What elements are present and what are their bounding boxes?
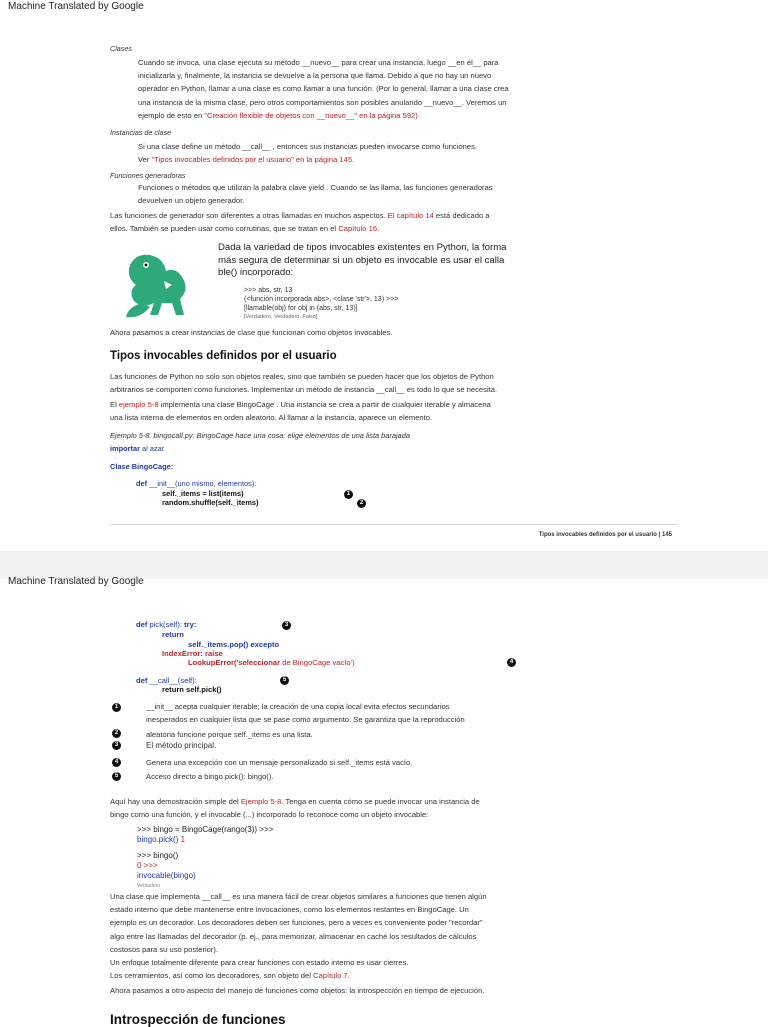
example-paragraph xyxy=(110,398,670,424)
text-line: costosos para su uso posterior). xyxy=(110,944,219,954)
callout-badge: 1 xyxy=(112,703,121,712)
code-text: __init__(uno mismo, elementos): xyxy=(147,479,257,488)
repl-output: Verdadero xyxy=(137,883,161,889)
callout-note-4: Genera una excepción con un mensaje personalizado si self._items está vacío. xyxy=(146,758,413,767)
repl-block xyxy=(137,825,273,891)
text-line: Las funciones de generador son diferentes a otras llamadas en muchos aspectos. xyxy=(110,211,388,220)
code-keyword: Clase xyxy=(110,462,130,471)
text-line: operador en Python, llamar a una clase es como llamar a una función. (Por lo general, llamar a una clase crea xyxy=(138,84,509,94)
callout-note-1 xyxy=(146,700,666,726)
example-caption: Ejemplo 5-8. bingocall.py: BingoCage hace una cosa: elige elementos de una lista barajada xyxy=(110,431,410,440)
code-line: >>> abs, str, 13 xyxy=(244,286,293,294)
code-line: self._items.pop() excepto xyxy=(188,640,280,649)
text-line: bingo como una función, y el invocable (...) incorporado lo reconoce como un objeto invocable: xyxy=(110,810,429,820)
text-line: Ahora pasamos a crear instancias de clase que funcionan como objetos invocables. xyxy=(110,328,393,337)
text-line: estado interno que debe mantenerse entre invocaciones, como los elementos restantes en BingoCage. Un xyxy=(110,905,469,915)
callout-badge: 3 xyxy=(282,621,291,630)
next-section-title: Introspección de funciones xyxy=(110,1012,286,1027)
code-import xyxy=(110,443,164,455)
code-text: de BingoCage vacío') xyxy=(280,658,355,667)
text-line: inesperados en cualquier lista que se pase como argumento. Se garantiza que la reproducción xyxy=(146,715,465,725)
text-line: ellos. También se pueden usar como corrutinas, que se tratan en el xyxy=(110,224,339,234)
repl-output: 1 xyxy=(178,835,186,844)
text-line: algo entre las llamadas del decorador (p. ej., para memorizar, almacenar en caché los resultados de cálculos xyxy=(110,931,477,941)
text-line: Las funciones de Python no solo son objetos reales, sino que también se pueden hacer que los objetos de Python xyxy=(110,372,494,381)
tip-line: más segura de determinar si un objeto es invocable es usar el calla xyxy=(218,254,505,266)
text-line: devuelven un objeto generador. xyxy=(138,196,245,206)
text-line: . xyxy=(347,971,350,981)
call-paragraph xyxy=(110,890,670,956)
callout-badge: 2 xyxy=(112,729,121,738)
machine-translated-label: Machine Translated by Google xyxy=(8,1,144,12)
text-line: Funciones o métodos que utilizan la palabra clave yield . Cuando se las llama, las funciones generadoras xyxy=(138,183,493,192)
code-text: LookupError('seleccionar xyxy=(188,658,281,667)
code-keyword: def xyxy=(136,479,148,488)
chapter-link[interactable]: Capítulo 7 xyxy=(313,971,348,981)
demo-paragraph xyxy=(110,795,670,821)
cross-reference-link[interactable]: "Creación flexible de objetos con __nuevo__" en la página 592). xyxy=(204,110,420,120)
section-paragraph xyxy=(110,370,670,396)
code-def-pick xyxy=(136,620,196,631)
generadoras-heading: Funciones generadoras xyxy=(110,171,186,180)
text-line: Ahora pasamos a otro aspecto del manejo de funciones como objetos: la introspección en tiempo de ejecución. xyxy=(110,986,485,995)
generator-paragraph xyxy=(110,209,670,235)
text-line: . Tenga en cuenta cómo se puede invocar una instancia de xyxy=(281,797,480,806)
callout-note-5: Acceso directo a bingo.pick(): bingo(). xyxy=(146,772,274,781)
section-title: Tipos invocables definidos por el usuario xyxy=(110,350,337,362)
code-line: [Verdadero, Verdadero, Falso] xyxy=(244,313,318,320)
text-line: Ver xyxy=(138,155,152,165)
text-line: Un enfoque totalmente diferente para crear funciones con estado interno es usar cierres. xyxy=(110,958,409,967)
tip-code-block xyxy=(244,286,618,322)
code-line: IndexError: raise xyxy=(162,649,223,658)
footer-rule xyxy=(110,524,678,525)
repl-line: invocable(bingo) xyxy=(137,871,196,880)
code-text: pick(self): xyxy=(147,620,185,629)
text-line: Una clase que implementa __call__ es una manera fácil de crear objetos similares a funciones que tienen algún xyxy=(110,892,487,901)
code-line: [llamable(obj) for obj in (abs, str, 13)] xyxy=(244,304,358,312)
closures-paragraph xyxy=(110,956,670,982)
code-lookup xyxy=(188,658,355,669)
text-line: Los cerramientos, así como los decoradores, son objeto del xyxy=(110,971,314,981)
callout-badge: 3 xyxy=(112,741,121,750)
text-line: una instancia de la misma clase, pero otros comportamientos son posibles anulando __nuevo__. Veremos un xyxy=(138,97,507,107)
text-line: implementa una clase BingoCage . Una instancia se crea a partir de cualquier iterable y almacena xyxy=(158,400,491,409)
example-link[interactable]: Ejemplo 5-8 xyxy=(240,797,282,806)
tip-line: Dada la variedad de tipos invocables existentes en Python, la forma xyxy=(218,242,507,253)
clases-definition xyxy=(138,56,678,122)
code-line: random.shuffle(self._items) xyxy=(162,498,259,507)
code-keyword: try: xyxy=(184,620,197,629)
text-line: una lista interna de elementos en orden aleatorio. Al llamar a la instancia, aparece un elemento. xyxy=(110,413,433,423)
repl-line: >>> bingo() xyxy=(137,851,179,860)
code-keyword: def xyxy=(136,676,148,685)
text-line: Si una clase define un método __call__ , entonces sus instancias pueden invocarse como funciones. xyxy=(138,142,477,151)
code-class xyxy=(110,461,173,473)
code-line: return self.pick() xyxy=(162,685,222,694)
example-link[interactable]: ejemplo 5-8 xyxy=(118,400,159,409)
generadoras-definition xyxy=(138,181,678,207)
tip-animal-icon xyxy=(120,245,200,325)
repl-line: bingo.pick() xyxy=(137,835,179,844)
repl-line: 0 >>> xyxy=(137,861,158,870)
text-line: arbitrarios se comporten como funciones. Implementar un método de instancia __call__ es todo lo que se necesita. xyxy=(110,385,498,395)
text-line: Cuando se invoca, una clase ejecuta su método __nuevo__ para crear una instancia, luego __en él__ para xyxy=(138,58,499,67)
instancias-definition xyxy=(138,140,678,166)
code-keyword: return xyxy=(162,630,184,639)
text-line: __init__ acepta cualquier iterable; la creación de una copia local evita efectos secundarios xyxy=(146,702,450,711)
clases-heading: Clases xyxy=(110,44,132,53)
text-line: ejemplo de esto en xyxy=(138,110,205,120)
machine-translated-label: Machine Translated by Google xyxy=(8,576,144,587)
repl-line: >>> bingo = BingoCage(rango(3)) >>> xyxy=(137,825,274,834)
tip-line: ble() incorporado: xyxy=(218,267,294,279)
tip-box xyxy=(218,242,618,322)
callout-note-3: El método principal. xyxy=(146,741,217,750)
introspection-paragraph xyxy=(110,984,690,997)
code-text: __call__(self): xyxy=(147,676,197,685)
cross-reference-link[interactable]: "Tipos invocables definidos por el usuario" en la página 145. xyxy=(151,155,355,165)
text-line: ejemplo es un decorador. Los decoradores deben ser funciones, pero a veces es conveniente poder "recordar" xyxy=(110,918,483,928)
text-line: inicializarla y, finalmente, la instancia se devuelve a la persona que llama. Debido a que no hay un nuevo xyxy=(138,71,492,81)
callout-badge: 1 xyxy=(344,490,353,499)
callout-badge: 5 xyxy=(112,772,121,781)
code-line: (<función incorporada abs>, <clase 'str'>, 13) >>> xyxy=(244,295,399,303)
code-def-init xyxy=(136,479,256,489)
text-line: El xyxy=(110,400,119,409)
code-text: BingoCage: xyxy=(129,462,174,471)
callout-badge: 4 xyxy=(112,758,121,767)
text-line: está dedicado a xyxy=(433,211,490,220)
code-keyword: importar xyxy=(110,444,140,453)
chapter-link[interactable]: El capítulo 14 xyxy=(387,211,434,220)
page-footer: Tipos invocables definidos por el usuario | 145 xyxy=(538,532,672,538)
chapter-link[interactable]: Capítulo 16. xyxy=(338,224,380,234)
callout-badge: 5 xyxy=(280,676,289,685)
code-keyword: def xyxy=(136,620,148,629)
code-line: self._items = list(items) xyxy=(162,489,244,498)
callout-note-2: aleatoria funcione porque self._items es una lista. xyxy=(146,730,313,739)
callout-badge: 4 xyxy=(507,658,516,667)
instancias-heading: Instancias de clase xyxy=(110,128,172,137)
page-separator xyxy=(0,551,768,579)
code-text: al azar xyxy=(139,444,165,453)
text-line: Aquí hay una demostración simple del xyxy=(110,797,241,806)
callout-badge: 2 xyxy=(357,499,366,508)
ahora-paragraph xyxy=(110,326,670,339)
